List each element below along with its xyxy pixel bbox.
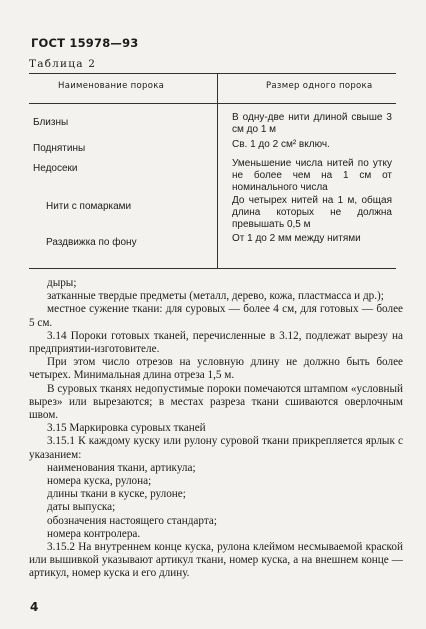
table-bottom-rule (29, 268, 396, 269)
table-header-size: Размер одного порока (266, 81, 373, 91)
body-text (29, 277, 403, 581)
table-header-name: Наименование порока (58, 81, 165, 91)
list-item: длины ткани в куске, рулоне; (47, 488, 186, 501)
table-cell-size: Св. 1 до 2 см² включ. (232, 139, 330, 150)
paragraph: затканные твердые предметы (металл, дерево, кожа, пластмасса и др.); (47, 290, 384, 303)
paragraph: дыры; (47, 277, 77, 289)
list-item: обозначения настоящего стандарта; (47, 514, 217, 527)
table-cell-size: До четырех нитей на 1 м, общая длина которых не должна превышать 0,5 м (232, 195, 392, 230)
table-cell-name: Недосеки (33, 163, 78, 174)
list-item: даты выпуска; (47, 501, 116, 514)
paragraph: 3.14 Пороки готовых тканей, перечисленные в 3.12, подлежат вырезу на предприятии-изготовителе. (29, 329, 403, 356)
paragraph: 3.15.2 На внутреннем конце куска, рулона клеймом несмываемой краской или вышивкой указывают артикул ткани, номер куска, а на внешнем конце — артикул, номер куска и его длину. (29, 541, 403, 580)
section-heading: 3.15 Маркировка суровых тканей (47, 422, 206, 435)
table-header-rule (29, 103, 396, 104)
paragraph: При этом число отрезов на условную длину не должно быть более четырех. Минимальная длина отреза 1,5 м. (29, 356, 403, 382)
paragraph: местное сужение ткани: для суровых — более 4 см, для готовых — более 5 см. (29, 303, 403, 329)
document-header: ГОСТ 15978—93 (31, 36, 139, 50)
table-cell-name: Поднятины (33, 143, 86, 154)
list-item: номера контролера. (47, 527, 141, 540)
table-cell-name: Нити с помарками (46, 201, 132, 212)
table-caption: Таблица 2 (29, 58, 97, 70)
list-item: номера куска, рулона; (47, 475, 152, 488)
table-cell-size: В одну-две нити длиной свыше 3 см до 1 м (232, 112, 392, 135)
paragraph: В суровых тканях недопустимые пороки помечаются штампом «условный вырез» или вырезаются; в местах разреза ткани сшиваются оверлочным швом. (29, 382, 403, 422)
table-cell-size: Уменьшение числа нитей по утку не более чем на 1 см от номинального числа (232, 158, 392, 193)
table-cell-name: Раздвижка по фону (46, 237, 137, 248)
paragraph: 3.15.1 К каждому куску или рулону суровой ткани прикрепляется ярлык с указанием: (29, 435, 403, 461)
table-top-rule (29, 73, 396, 74)
table-cell-name: Близны (33, 117, 69, 128)
list-item: наименования ткани, артикула; (47, 461, 196, 474)
table-column-divider (217, 73, 218, 268)
table-cell-size: От 1 до 2 мм между нитями (232, 233, 361, 244)
page-number: 4 (30, 600, 39, 614)
